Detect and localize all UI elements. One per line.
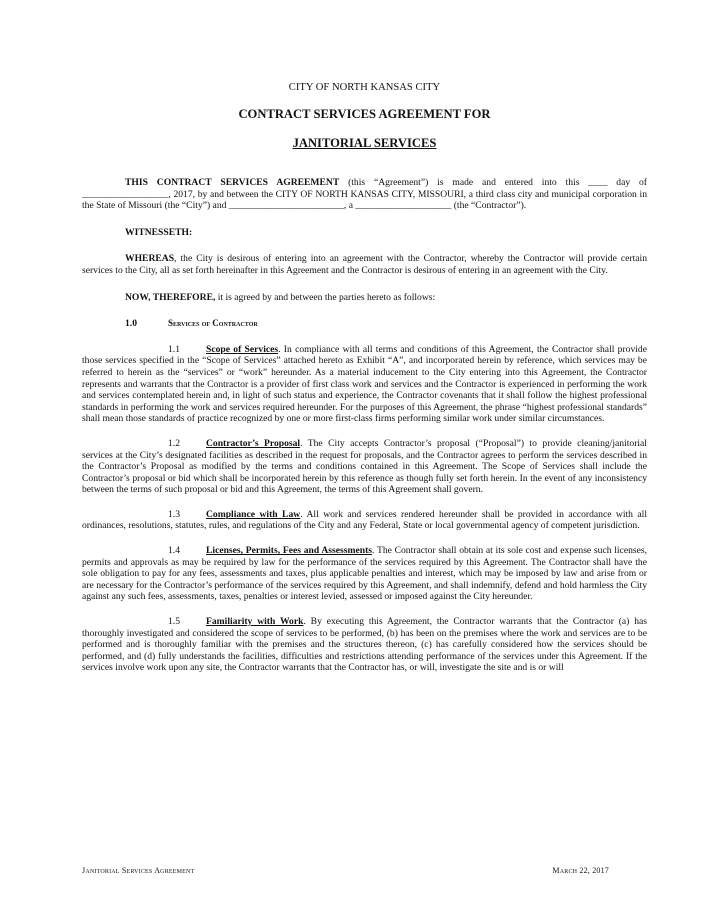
footer-date: March 22, 2017	[552, 866, 609, 875]
paragraph-1-3	[82, 509, 647, 532]
paragraph-heading: Familiarity with Work	[206, 616, 304, 628]
intro-paragraph	[82, 177, 647, 212]
paragraph-number: 1.3	[168, 508, 180, 520]
section-heading	[82, 318, 647, 330]
paragraph-heading: Scope of Services	[206, 343, 279, 355]
document-subtitle: JANITORIAL SERVICES	[292, 136, 437, 150]
paragraph-text: . The City accepts Contractor’s proposal (“Proposal”) to provide cleaning/janitorial services at the City’s designated facilities as described in the request for proposals, and the Contractor agrees to perform the services described in the Contractor’s Proposal as modified by the terms and conditions contained in this Agreement. The Scope of Services shall include the Contractor’s proposal or bid which shall be incorporated herein by this reference as though fully set forth herein. In the event of any inconsistency between the terms of such proposal or bid and this Agreement, the terms of this Agreement shall govern.	[82, 437, 647, 496]
paragraph-number: 1.4	[168, 545, 180, 557]
whereas-bold-lead: WHEREAS	[125, 253, 175, 265]
footer-document-name: Janitorial Services Agreement	[82, 866, 195, 875]
witnesseth-heading: WITNESSETH:	[125, 226, 193, 238]
now-therefore-paragraph	[82, 292, 647, 304]
paragraph-number: 1.5	[168, 616, 180, 628]
paragraph-heading: Compliance with Law	[206, 508, 301, 520]
paragraph-heading: Licenses, Permits, Fees and Assessments	[206, 545, 372, 557]
intro-bold-lead: THIS CONTRACT SERVICES AGREEMENT	[125, 177, 340, 188]
section-number: 1.0	[125, 318, 137, 330]
city-name: CITY OF NORTH KANSAS CITY	[288, 82, 441, 93]
document-title: CONTRACT SERVICES AGREEMENT FOR	[238, 107, 491, 121]
intro-text: (this “Agreement”) is made and entered into this ____ day of __________________, 2017, by and between the CITY OF NORTH KANSAS CITY, MISSOURI, a third class city and municipal corporation in the State of Missouri (the “City”) and ________________________, a ____________________ (the “Contractor”).	[82, 177, 647, 212]
paragraph-text: . All work and services rendered hereunder shall be provided in accordance with all ordinances, resolutions, statutes, rules, and regulations of the City and any Federal, State or local governmental agency of competent jurisdiction.	[82, 508, 648, 532]
now-therefore-text: it is agreed by and between the parties hereto as follows:	[215, 291, 436, 303]
section-title: Services of Contractor	[168, 318, 258, 329]
whereas-paragraph	[82, 253, 647, 276]
paragraph-1-2	[82, 438, 647, 496]
paragraph-text: . By executing this Agreement, the Contractor warrants that the Contractor (a) has thoroughly investigated and considered the scope of services to be performed, (b) has been on the premises where the work and services are to be performed and is thoroughly familiar with the premises and the structures thereon, (c) has carefully considered how the services should be performed, and (d) fully understands the facilities, difficulties and restrictions attending performance of the services under this Agreement. If the services involve work upon any site, the Contractor warrants that the Contractor has, or will, investigate the site and is or will	[82, 616, 647, 674]
paragraph-text: . In compliance with all terms and conditions of this Agreement, the Contractor shall provide those services specified in the “Scope of Services” attached hereto as Exhibit “A”, and incorporated herein by reference, which services may be referred to herein as the “services” or “work” hereunder. As a material inducement to the City entering into this Agreement, the Contractor represents and warrants that the Contractor is a provider of first class work and services and the Contractor is experienced in performing the work and services contemplated herein and, in light of such status and experience, the Contractor covenants that it shall follow the highest professional standards in performing the work and services required hereunder. For the purposes of this Agreement, the phrase “highest professional standards” shall mean those standards of practice recognized by one or more first-class firms performing similar work under similar circumstances.	[82, 343, 647, 425]
paragraph-number: 1.1	[168, 343, 180, 355]
paragraph-text: . The Contractor shall obtain at its sole cost and expense such licenses, permits and approvals as may be required by law for the performance of the services required by this Agreement. The Contractor shall have the sole obligation to pay for any fees, assessments and taxes, plus applicable penalties and interest, which may be imposed by law and arise from or are necessary for the Contractor’s performance of the services required by this Agreement, and shall indemnify, defend and hold harmless the City against any such fees, assessments, taxes, penalties or interest levied, assessed or imposed against the City hereunder.	[82, 545, 647, 603]
paragraph-1-4	[82, 545, 647, 603]
paragraph-1-5	[82, 616, 647, 674]
paragraph-number: 1.2	[168, 437, 180, 449]
paragraph-1-1	[82, 344, 647, 425]
whereas-text: , the City is desirous of entering into an agreement with the Contractor, whereby the Contractor will provide certain services to the City, all as set forth hereinafter in this Agreement and the Contractor is desirous of entering in an agreement with the City.	[82, 253, 647, 276]
now-therefore-bold-lead: NOW, THEREFORE,	[125, 291, 216, 303]
page-footer	[82, 866, 609, 875]
paragraph-heading: Contractor’s Proposal	[206, 437, 301, 449]
